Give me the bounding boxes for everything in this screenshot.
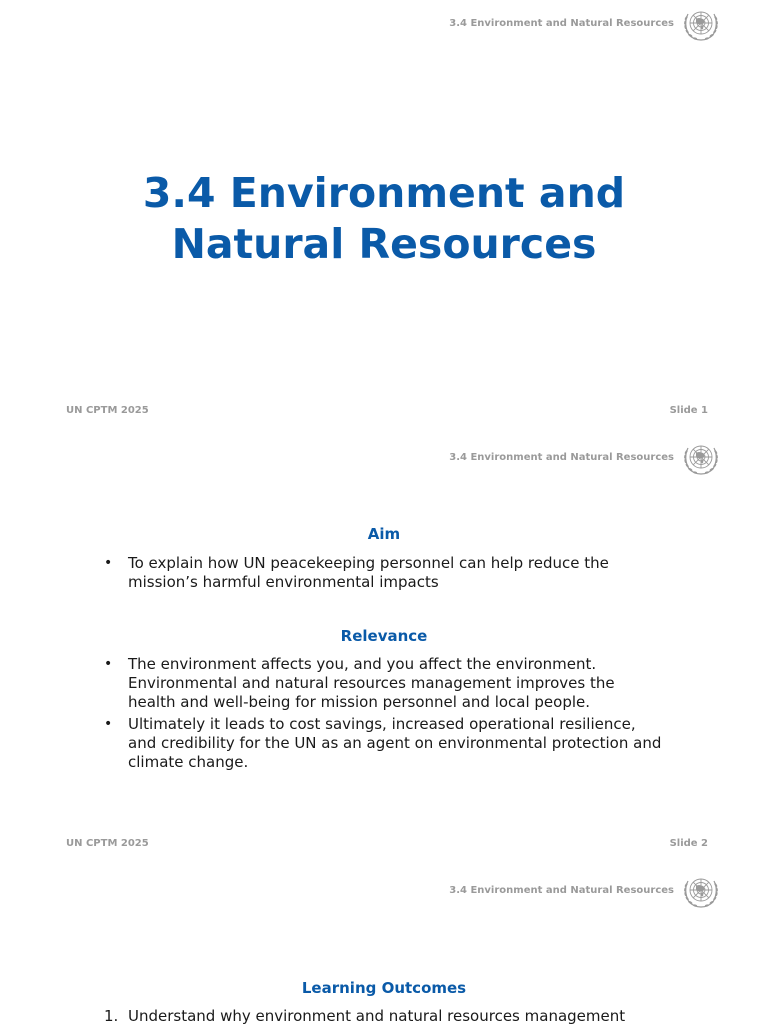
relevance-list [104,655,664,775]
slide-3 [0,866,768,1024]
slide-number: Slide 2 [669,838,708,849]
relevance-heading: Relevance [340,627,428,645]
learning-outcomes-heading: Learning Outcomes [301,979,467,997]
slide-header-title: 3.4 Environment and Natural Resources [449,18,674,29]
slide-title-line-2: Natural Resources [171,220,597,268]
bullet-icon: • [104,716,113,732]
list-item [104,655,664,712]
aim-list [104,554,664,595]
un-emblem-icon [681,873,721,910]
slide-title [0,168,768,270]
bullet-icon: • [104,656,113,672]
slide-title-line-1: 3.4 Environment and [142,169,626,217]
un-emblem-icon [681,440,721,477]
footer-left-text: UN CPTM 2025 [66,838,149,849]
slide-header-title: 3.4 Environment and Natural Resources [449,885,674,896]
aim-heading: Aim [367,525,401,543]
slide-header-title: 3.4 Environment and Natural Resources [449,452,674,463]
list-item [104,554,664,592]
learning-outcomes-list [104,1007,684,1024]
list-item [104,715,664,772]
list-item-text: Ultimately it leads to cost savings, increased operational resilience, and credibility for the UN as an agent on environmental protection and climate change. [128,715,662,771]
list-item-text: The environment affects you, and you affect the environment. Environmental and natural resources management improves the health and well-being for mission personnel and local people. [128,655,615,711]
slide-number: Slide 1 [669,405,708,416]
footer-left-text: UN CPTM 2025 [66,405,149,416]
slide-2 [0,433,768,866]
slide-1 [0,0,768,433]
list-item-text: Understand why environment and natural resources management [128,1007,626,1024]
un-emblem-icon [681,6,721,43]
list-item-number: 1. [104,1007,119,1024]
list-item-text: To explain how UN peacekeeping personnel can help reduce the mission’s harmful environmental impacts [128,554,609,591]
bullet-icon: • [104,555,113,571]
list-item [104,1007,684,1024]
